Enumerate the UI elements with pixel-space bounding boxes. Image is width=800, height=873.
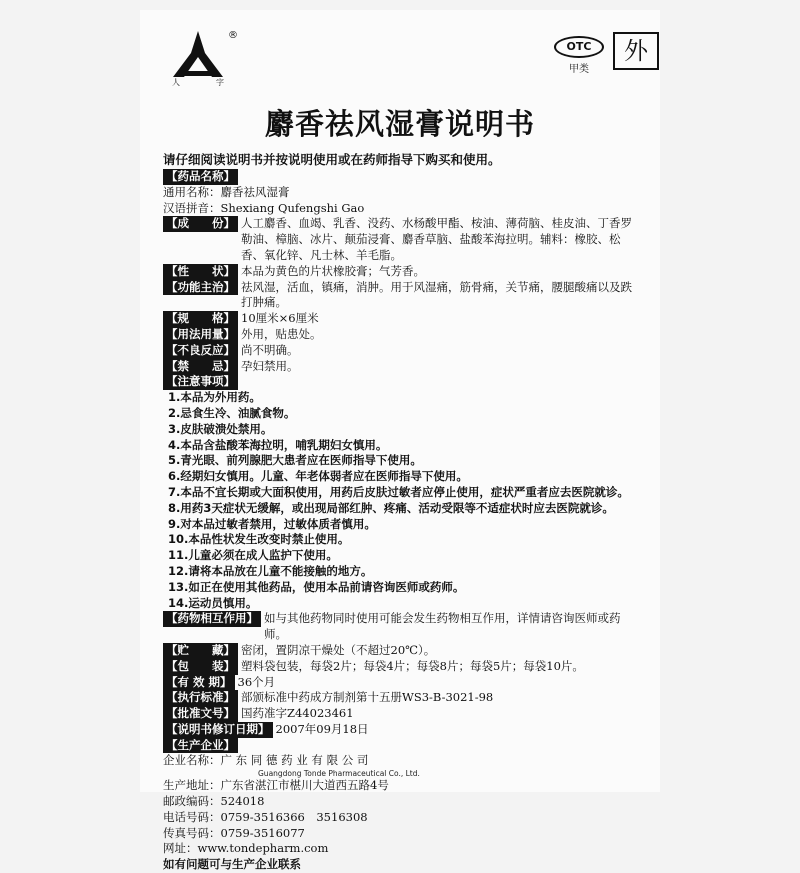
- logo-char-left: 人: [172, 78, 180, 87]
- drug-name-label: 【药品名称】: [163, 169, 238, 185]
- company-name-en: Guangdong Tonde Pharmaceutical Co., Ltd.: [258, 769, 420, 779]
- company-fax: 传真号码：0759-3516077: [163, 825, 305, 840]
- drug-info-extra-field: [163, 611, 643, 643]
- precaution-item: 11.儿童必须在成人监护下使用。: [168, 548, 338, 563]
- field-value: 部颁标准中药成方制剂第十五册WS3-B-3021-98: [241, 690, 494, 705]
- field-value: 塑料袋包装，每袋2片；每袋4片；每袋8片；每袋5片；每袋10片。: [241, 658, 584, 673]
- pinyin-name: 汉语拼音：Shexiang Qufengshi Gao: [163, 200, 365, 215]
- drug-info-field: [163, 280, 643, 312]
- manufacturer-section: [163, 738, 643, 754]
- field-label: 【不良反应】: [163, 343, 238, 359]
- precaution-item: 14.运动员慎用。: [168, 595, 258, 610]
- drug-info-extra-field: [163, 690, 643, 706]
- drug-info-extra-field: [163, 643, 643, 659]
- company-name: 企业名称：广 东 同 德 药 业 有 限 公 司: [163, 753, 369, 768]
- precaution-item: 10.本品性状发生改变时禁止使用。: [168, 532, 350, 547]
- manufacturer-label: 【生产企业】: [163, 738, 238, 754]
- precaution-item: 6.经期妇女慎用。儿童、年老体弱者应在医师指导下使用。: [168, 469, 468, 484]
- field-label: 【性 状】: [163, 264, 238, 280]
- precaution-item: 8.用药3天症状无缓解，或出现局部红肿、疼痛、活动受限等不适症状时应去医院就诊。: [168, 500, 614, 515]
- field-label: 【功能主治】: [163, 280, 238, 296]
- precautions-label: 【注意事项】: [163, 374, 238, 390]
- precaution-item: 13.如正在使用其他药品，使用本品前请咨询医师或药师。: [168, 579, 465, 594]
- drug-name-section: [163, 169, 643, 185]
- field-label: 【药物相互作用】: [163, 611, 261, 627]
- field-value: 2007年09月18日: [275, 721, 369, 736]
- external-use-mark: 外: [613, 32, 659, 70]
- precaution-item: 5.青光眼、前列腺肥大患者应在医师指导下使用。: [168, 453, 422, 468]
- field-label: 【用法用量】: [163, 327, 238, 343]
- drug-info-field: [163, 343, 643, 359]
- otc-badge: [553, 36, 605, 75]
- field-value: 孕妇禁用。: [241, 358, 299, 373]
- field-label: 【包 装】: [163, 659, 238, 675]
- company-phone: 电话号码：0759-3516366 3516308: [163, 809, 368, 824]
- otc-label: OTC: [554, 36, 604, 58]
- field-label: 【批准文号】: [163, 706, 238, 722]
- field-value: 人工麝香、血竭、乳香、没药、水杨酸甲酯、桉油、薄荷脑、桂皮油、丁香罗勒油、樟脑、冰片、颠茄浸膏、麝香草脑、盐酸苯海拉明。辅料：橡胶、松香、氧化锌、凡士林、羊毛脂。: [241, 216, 632, 262]
- field-value: 外用，贴患处。: [241, 326, 322, 341]
- drug-info-extra-field: [163, 675, 643, 691]
- precaution-item: 4.本品含盐酸苯海拉明，哺乳期妇女慎用。: [168, 437, 388, 452]
- field-label: 【有 效 期】: [163, 675, 235, 691]
- precaution-item: 1.本品为外用药。: [168, 390, 261, 405]
- field-value: 尚不明确。: [241, 342, 299, 357]
- brand-logo: [170, 27, 226, 87]
- precaution-item: 2.忌食生冷、油腻食物。: [168, 405, 296, 420]
- registered-mark: ®: [228, 30, 238, 41]
- logo-mark: [173, 31, 223, 77]
- drug-info-field: [163, 216, 643, 263]
- drug-info-field: [163, 359, 643, 375]
- field-label: 【贮 藏】: [163, 643, 238, 659]
- field-label: 【成 份】: [163, 216, 238, 232]
- company-postcode: 邮政编码：524018: [163, 794, 265, 809]
- field-label: 【禁 忌】: [163, 359, 238, 375]
- common-name: 通用名称：麝香祛风湿膏: [163, 184, 290, 199]
- precautions-list: [163, 390, 643, 611]
- field-value: 10厘米×6厘米: [241, 311, 319, 326]
- instruction-sheet: [140, 10, 660, 872]
- field-value: 36个月: [237, 674, 276, 689]
- fields-group-1: [163, 216, 643, 374]
- precaution-item: 9.对本品过敏者禁用，过敏体质者慎用。: [168, 516, 376, 531]
- precaution-item: 7.本品不宜长期或大面积使用，用药后皮肤过敏者应停止使用，症状严重者应去医院就诊。: [168, 484, 629, 499]
- field-label: 【说明书修订日期】: [163, 722, 273, 738]
- instruction-content: [163, 169, 643, 873]
- precaution-item: 3.皮肤破溃处禁用。: [168, 421, 273, 436]
- field-value: 本品为黄色的片状橡胶膏；气芳香。: [241, 263, 425, 278]
- page-title: 麝香祛风湿膏说明书: [264, 107, 535, 141]
- drug-info-extra-field: [163, 706, 643, 722]
- precautions-section: [163, 374, 643, 390]
- drug-info-extra-field: [163, 659, 643, 675]
- fields-group-2: [163, 611, 643, 737]
- company-address: 生产地址：广东省湛江市椹川大道西五路4号: [163, 778, 389, 793]
- contact-footer: 如有问题可与生产企业联系: [163, 857, 301, 872]
- drug-info-field: [163, 311, 643, 327]
- logo-char-right: 字: [216, 78, 224, 87]
- field-value: 国药准字Z44023461: [241, 706, 354, 721]
- field-label: 【规 格】: [163, 311, 238, 327]
- drug-info-extra-field: [163, 722, 643, 738]
- otc-class: 甲类: [569, 64, 589, 75]
- usage-warning: 请仔细阅读说明书并按说明使用或在药师指导下购买和使用。: [163, 152, 501, 167]
- drug-info-field: [163, 327, 643, 343]
- field-value: 祛风湿，活血，镇痛，消肿。用于风湿痛，筋骨痛，关节痛，腰腿酸痛以及跌打肿痛。: [241, 279, 632, 310]
- field-value: 如与其他药物同时使用可能会发生药物相互作用，详情请咨询医师或药师。: [264, 611, 621, 642]
- field-value: 密闭，置阴凉干燥处（不超过20℃）。: [241, 642, 436, 657]
- field-label: 【执行标准】: [163, 690, 238, 706]
- precaution-item: 12.请将本品放在儿童不能接触的地方。: [168, 563, 373, 578]
- company-website: 网址：www.tondepharm.com: [163, 841, 329, 856]
- drug-info-field: [163, 264, 643, 280]
